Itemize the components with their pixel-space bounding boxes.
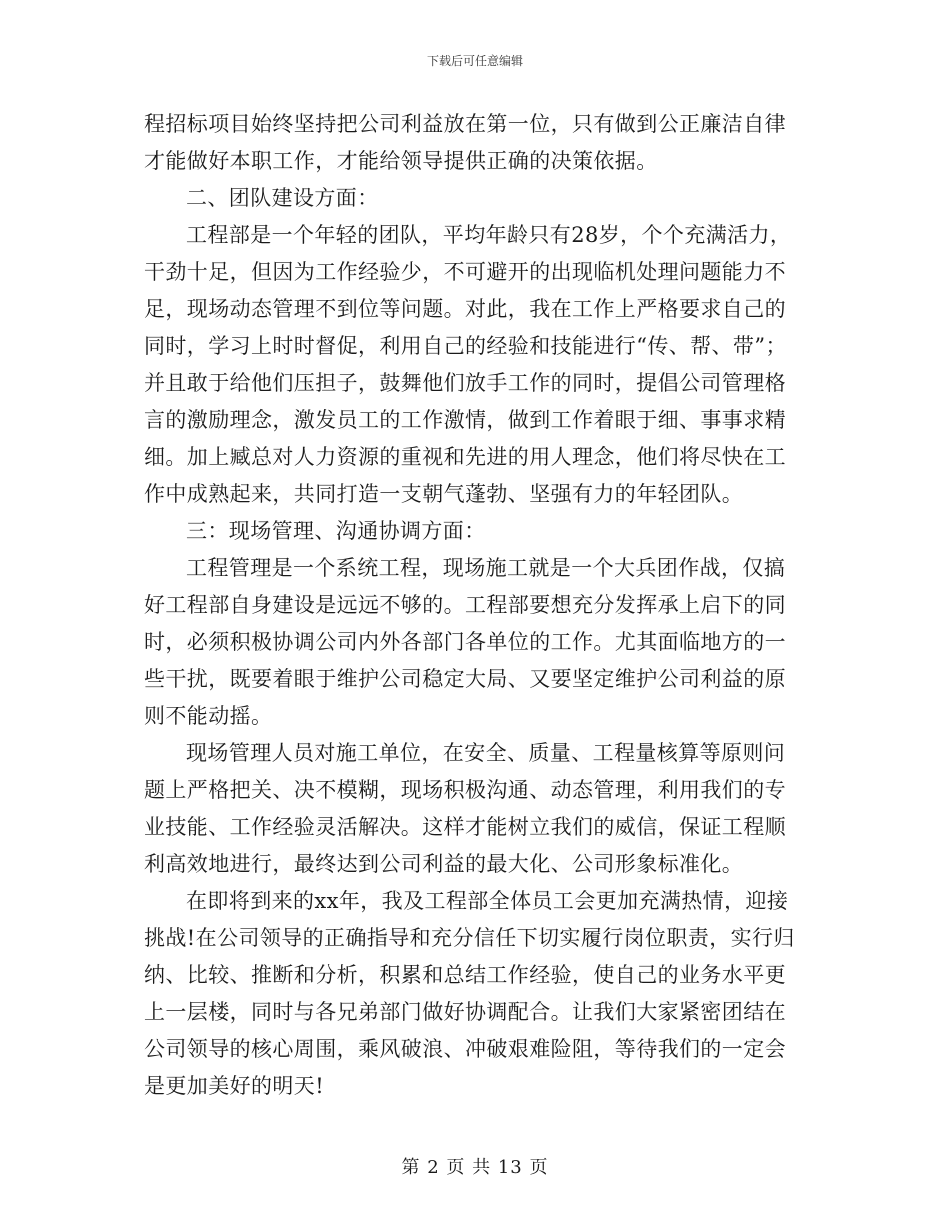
text-line: 足，现场动态管理不到位等问题。对此，我在工作上严格要求自己的 <box>144 297 786 321</box>
text-line: 则不能动摇。 <box>144 704 273 728</box>
text-line: 工程管理是一个系统工程，现场施工就是一个大兵团作战，仅搞 <box>186 556 786 580</box>
text-line: 三：现场管理、沟通协调方面： <box>186 519 486 543</box>
text-line: 二、团队建设方面： <box>186 186 379 210</box>
text-line: 才能做好本职工作，才能给领导提供正确的决策依据。 <box>144 149 658 173</box>
text-line: 同时，学习上时时督促，利用自己的经验和技能进行“传、帮、带”； <box>144 334 787 358</box>
text-line: 言的激励理念，激发员工的工作激情，做到工作着眼于细、事事求精 <box>144 408 786 432</box>
text-line: 并且敢于给他们压担子，鼓舞他们放手工作的同时，提倡公司管理格 <box>144 371 786 395</box>
text-line: 好工程部自身建设是远远不够的。工程部要想充分发挥承上启下的同 <box>144 593 786 617</box>
text-line: 些干扰，既要着眼于维护公司稳定大局、又要坚定维护公司利益的原 <box>144 667 786 691</box>
text-line: 利高效地进行，最终达到公司利益的最大化、公司形象标准化。 <box>144 852 744 876</box>
text-line: 程招标项目始终坚持把公司利益放在第一位，只有做到公正廉洁自律 <box>144 112 786 136</box>
text-line: 上一层楼，同时与各兄弟部门做好协调配合。让我们大家紧密团结在 <box>144 1000 786 1024</box>
text-line: 纳、比较、推断和分析，积累和总结工作经验，使自己的业务水平更 <box>144 963 786 987</box>
text-line: 公司领导的核心周围，乘风破浪、冲破艰难险阻，等待我们的一定会 <box>144 1037 786 1061</box>
page-footer: 第 2 页 共 13 页 <box>401 1157 549 1178</box>
text-line: 工程部是一个年轻的团队，平均年龄只有28岁，个个充满活力， <box>186 223 792 247</box>
text-line: 题上严格把关、决不模糊，现场积极沟通、动态管理，利用我们的专 <box>144 778 786 802</box>
page-header: 下载后可任意编辑 <box>426 54 523 68</box>
text-line: 现场管理人员对施工单位，在安全、质量、工程量核算等原则问 <box>186 741 786 765</box>
text-line: 挑战!在公司领导的正确指导和充分信任下切实履行岗位职责，实行归 <box>144 926 795 950</box>
text-line: 干劲十足，但因为工作经验少，不可避开的出现临机处理问题能力不 <box>144 260 786 284</box>
text-line: 时，必须积极协调公司内外各部门各单位的工作。尤其面临地方的一 <box>144 630 786 654</box>
body-text <box>144 106 806 1105</box>
text-line: 细。加上臧总对人力资源的重视和先进的用人理念，他们将尽快在工 <box>144 445 786 469</box>
text-line: 业技能、工作经验灵活解决。这样才能树立我们的威信，保证工程顺 <box>144 815 786 839</box>
text-line: 作中成熟起来，共同打造一支朝气蓬勃、坚强有力的年轻团队。 <box>144 482 744 506</box>
text-line: 是更加美好的明天! <box>144 1074 325 1098</box>
text-line: 在即将到来的xx年，我及工程部全体员工会更加充满热情，迎接 <box>186 889 789 913</box>
